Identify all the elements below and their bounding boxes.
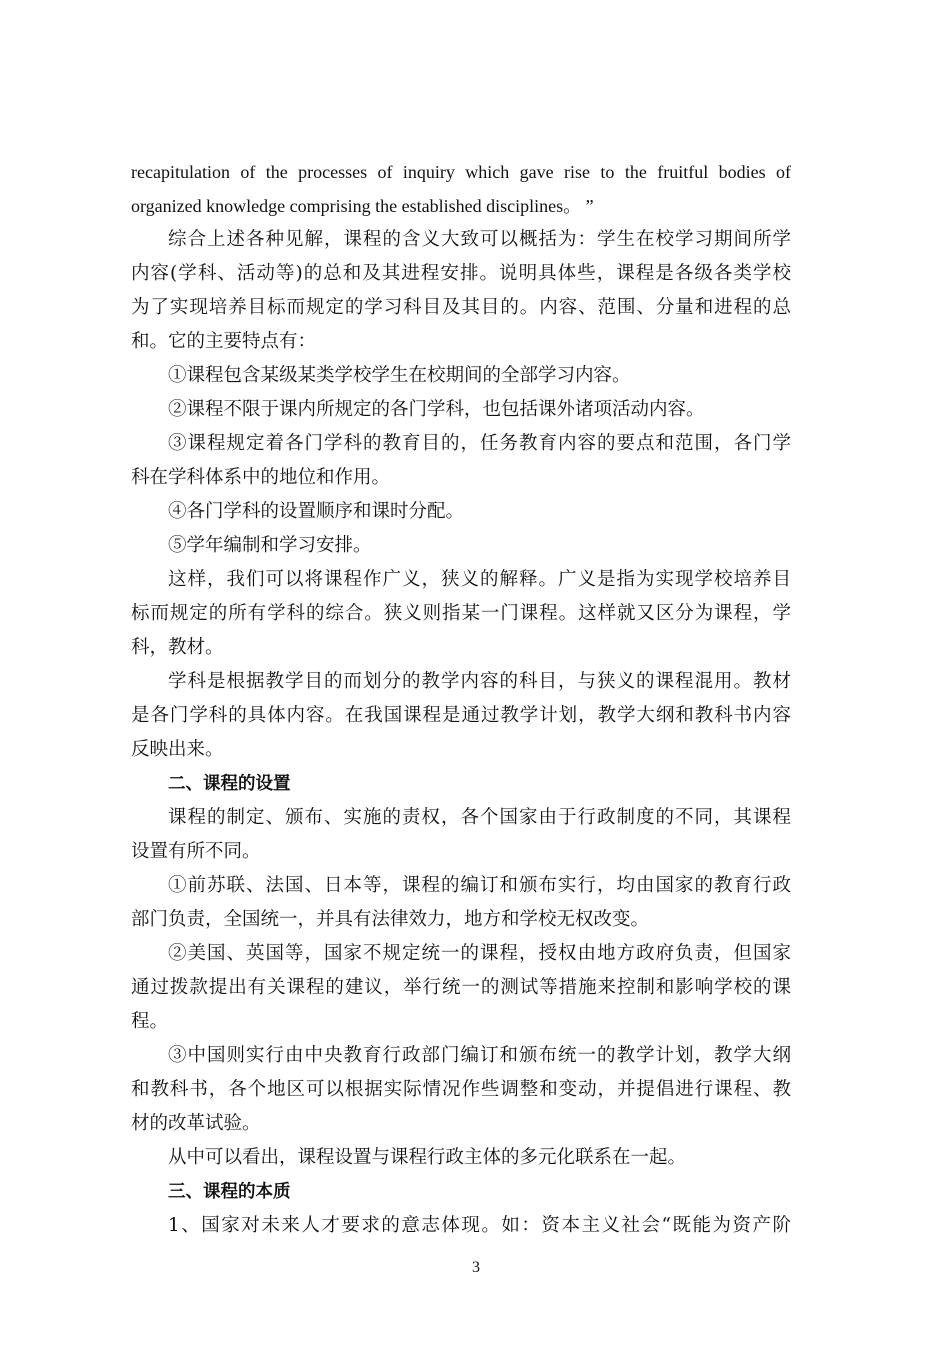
text-line: 这样，我们可以将课程作广义，狭义的解释。广义是指为实现学校培养目 [168,569,791,590]
text-line: 材的改革试验。 [131,1113,261,1134]
list-item: ③中国则实行由中央教育行政部门编订和颁布统一的教学计划，教学大纲 [168,1045,791,1066]
text-line: 学科是根据教学目的而划分的教学内容的科目，与狭义的课程混用。教材 [168,671,791,692]
text-line: 课程的制定、颁布、实施的责权，各个国家由于行政制度的不同，其课程 [168,807,791,828]
text-line: 和。它的主要特点有： [131,331,317,352]
text-line: 通过拨款提出有关课程的建议，举行统一的测试等措施来控制和影响学校的课 [131,977,791,998]
text-line: 内容(学科、活动等)的总和及其进程安排。说明具体些，课程是各级各类学校 [131,263,791,284]
list-item: ②美国、英国等，国家不规定统一的课程，授权由地方政府负责，但国家 [168,943,791,964]
text-line: 为了实现培养目标而规定的学习科目及其目的。内容、范围、分量和进程的总 [131,297,791,318]
text-line: 是各门学科的具体内容。在我国课程是通过教学计划，教学大纲和教科书内容 [131,705,791,726]
page-number: 3 [472,1259,480,1276]
text-line: 科在学科体系中的地位和作用。 [131,467,391,488]
list-item: ①课程包含某级某类学校学生在校期间的全部学习内容。 [168,365,631,386]
text-line: 程。 [131,1011,169,1032]
list-item: ①前苏联、法国、日本等，课程的编订和颁布实行，均由国家的教育行政 [168,875,791,896]
text-line: 从中可以看出，课程设置与课程行政主体的多元化联系在一起。 [168,1147,687,1168]
text-line: 反映出来。 [131,739,224,760]
list-item: ④各门学科的设置顺序和课时分配。 [168,501,465,522]
list-item: ③课程规定着各门学科的教育目的，任务教育内容的要点和范围，各门学 [168,433,791,454]
text-line: 设置有所不同。 [131,841,261,862]
text-line: 1、国家对未来人才要求的意志体现。如：资本主义社会“既能为资产阶 [168,1215,791,1236]
section-heading: 三、课程的本质 [168,1182,291,1202]
text-line: 科，教材。 [131,637,224,658]
list-item: ⑤学年编制和学习安排。 [168,535,372,556]
text-line: recapitulation of the processes of inquiry which gave rise to the fruitful bodies of [131,162,791,182]
text-line: 和教科书，各个地区可以根据实际情况作些调整和变动，并提倡进行课程、教 [131,1079,791,1100]
text-line: 综合上述各种见解，课程的含义大致可以概括为：学生在校学习期间所学 [168,229,791,250]
list-item: ②课程不限于课内所规定的各门学科，也包括课外诸项活动内容。 [168,399,705,420]
section-heading: 二、课程的设置 [168,774,291,794]
text-line: 标而规定的所有学科的综合。狭义则指某一门课程。这样就又区分为课程，学 [131,603,791,624]
text-line: 部门负责，全国统一，并具有法律效力，地方和学校无权改变。 [131,909,650,930]
text-line: organized knowledge comprising the established disciplines。 ” [131,196,594,216]
